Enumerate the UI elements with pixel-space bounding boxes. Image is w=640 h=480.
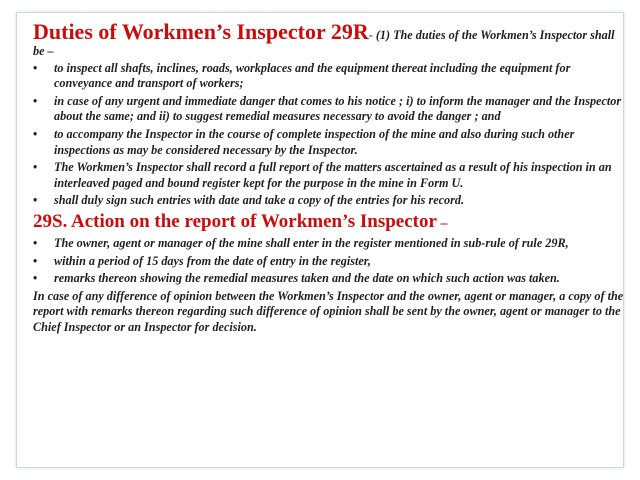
list-item-text: within a period of 15 days from the date of entry in the register, xyxy=(54,253,371,268)
list-item-text: shall duly sign such entries with date and take a copy of the entries for his record. xyxy=(54,193,465,208)
list-item-text: in case of any urgent and immediate danger that comes to his notice ; i) to inform the manager and the Inspector about the same; and ii) to suggest remedial measures necessary to avoid the danger ; and xyxy=(54,93,622,124)
list-item-text: remarks thereon showing the remedial measures taken and the date on which such action was taken. xyxy=(54,271,560,286)
bullet-icon: • xyxy=(33,193,38,208)
section1-heading-dash: - xyxy=(368,28,373,42)
section1-intro-text: (1) The duties of the Workmen’s Inspector shall be – xyxy=(33,28,615,58)
list-item xyxy=(33,193,627,209)
bullet-icon: • xyxy=(33,253,38,268)
section2-heading-dash: – xyxy=(436,215,448,231)
list-item xyxy=(33,127,627,158)
list-item-text: to inspect all shafts, inclines, roads, workplaces and the equipment thereat including the equipment for conveyance and transport of workers; xyxy=(54,60,571,91)
list-item xyxy=(33,160,627,191)
closing-paragraph: In case of any difference of opinion between the Workmen’s Inspector and the owner, agent or manager, a copy of the report with remarks thereon regarding such difference of opinion shall be sent by the owner, agent or manager to the Chief Inspector or an Inspector for decision. xyxy=(33,288,624,334)
bullet-icon: • xyxy=(33,160,38,175)
list-item-text: The Workmen’s Inspector shall record a full report of the matters ascertained as a result of his inspection in an interleaved paged and bound register kept for the purpose in the mine in Form U. xyxy=(54,160,612,190)
list-item xyxy=(33,94,627,125)
bullet-icon: • xyxy=(33,271,38,286)
list-item xyxy=(33,271,627,287)
bullet-icon: • xyxy=(33,60,38,75)
bullet-icon: • xyxy=(33,93,38,108)
bullet-icon: • xyxy=(33,126,38,141)
list-item-text: The owner, agent or manager of the mine shall enter in the register mentioned in sub-rule of rule 29R, xyxy=(54,235,569,250)
section1-intro-paragraph xyxy=(33,20,627,60)
list-item-text: to accompany the Inspector in the course of complete inspection of the mine and also during such other inspections as may be considered necessary by the Inspector. xyxy=(54,126,575,157)
slide-content xyxy=(33,20,627,336)
section2-heading-row xyxy=(33,211,627,235)
section1-bullet-list xyxy=(33,61,627,209)
section2-heading: 29S. Action on the report of Workmen’s Inspector xyxy=(33,210,437,232)
list-item xyxy=(33,236,627,252)
list-item xyxy=(33,254,627,270)
section1-heading: Duties of Workmen’s Inspector 29R xyxy=(33,19,369,44)
section2-bullet-list xyxy=(33,236,627,287)
bullet-icon: • xyxy=(33,235,38,250)
list-item xyxy=(33,61,627,92)
